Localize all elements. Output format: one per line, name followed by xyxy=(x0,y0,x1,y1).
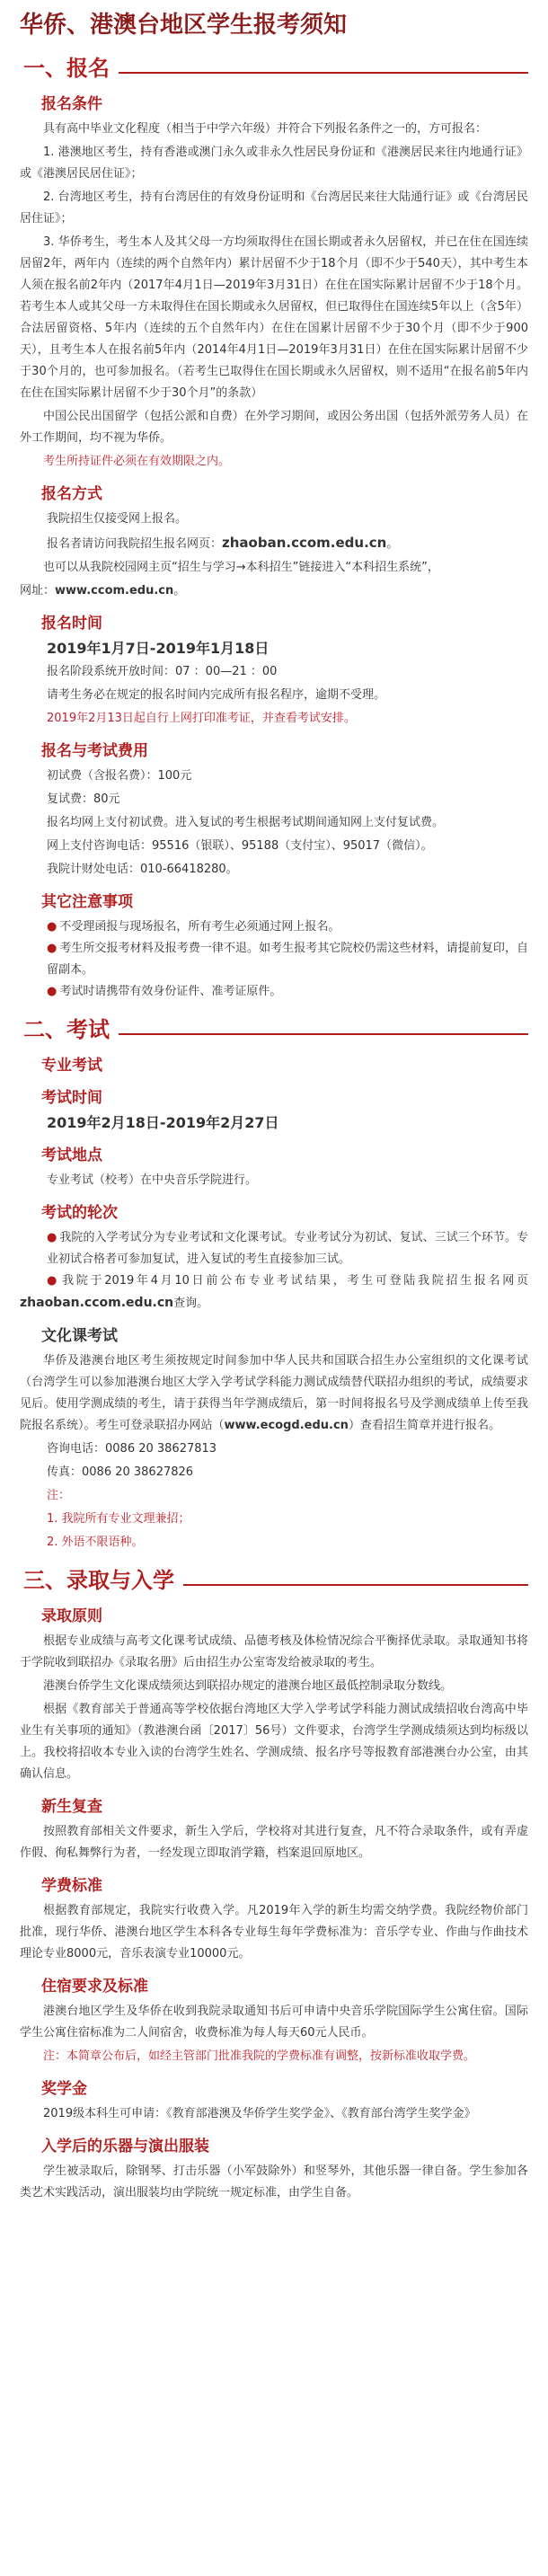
page-title: 华侨、港澳台地区学生报考须知 xyxy=(20,12,348,39)
section-heading: 二、考试 xyxy=(23,1017,110,1042)
section-heading: 三、录取与入学 xyxy=(23,1568,174,1593)
text: 。 xyxy=(173,584,186,598)
section-exam xyxy=(23,1015,528,1044)
red-note: 2019年2月13日起自行上网打印准考证，并查看考试安排。 xyxy=(47,712,356,725)
section-heading: 一、报名 xyxy=(23,56,110,81)
paragraph: 我院计财处电话：010-66418280。 xyxy=(47,863,238,876)
paragraph: 2. 台湾地区考生，持有台湾居住的有效身份证明和《台湾居民来往大陆通行证》或《台湾居民居住证》； xyxy=(20,190,528,226)
heading-recheck: 新生复查 xyxy=(41,1798,102,1816)
heading-principle: 录取原则 xyxy=(41,1607,102,1625)
paragraph: 3. 华侨考生，考生本人及其父母一方均须取得住在国长期或者永久居留权，并已在住在国连续居留2年，两年内（连续的两个自然年内）累计居留不少于18个月（即不少于540天），其中考生本人须在报名前2年内（2017年4月1日—2019年3月31日）在住在国实际累计居留不少于18个月。若考生本人或其父母一方未取得住在国长期或永久居留权，但已取得住在国连续5年以上（含5年）合法居留资格、5年内（连续的五个自然年内）在住在国累计居留不少于30个月（即不少于900天），且考生本人在报名前5年内（2014年4月1日—2019年3月31日）在住在国实际累计居留不少于30个月的，也可参加报名。（若考生已取得住在国长期或永久居留权，则不适用“在报名前5年内在住在国实际累计居留不少于30个月”的条款） xyxy=(20,235,528,400)
paragraph xyxy=(20,580,528,602)
reg-date-range: 2019年1月7日-2019年1月18日 xyxy=(47,640,270,657)
heading-exam-rounds: 考试的轮次 xyxy=(41,1204,118,1222)
heading-fees: 报名与考试费用 xyxy=(41,742,148,760)
paragraph: 请考生务必在规定的报名时间内完成所有报名程序，逾期不受理。 xyxy=(47,688,386,702)
heading-culture-exam: 文化课考试 xyxy=(41,1327,118,1345)
red-note: 2. 外语不限语种。 xyxy=(47,1536,144,1549)
paragraph: 网上支付咨询电话：95516（银联）、95188（支付宝）、95017（微信）。 xyxy=(47,839,433,853)
heading-dorm: 住宿要求及标准 xyxy=(41,1978,148,1996)
text: 考生所交报考材料及报考费一律不退。如考生报考其它院校仍需这些材料，请提前复印，自留副本。 xyxy=(47,942,528,977)
paragraph: 1. 港澳地区考生，持有香港或澳门永久或非永久性居民身份证和《港澳居民来往内地通行证》或《港澳居民居住证》； xyxy=(20,146,528,181)
text: 查询。 xyxy=(173,1297,209,1310)
paragraph: 根据教育部规定，我院实行收费入学。凡2019年入学的新生均需交纳学费。我院经物价部门批准，现行华侨、港澳台地区学生本科各专业每生每年学费标准为：音乐学专业、作曲与作曲技术理论专业8000元，音乐表演专业10000元。 xyxy=(20,1904,528,1961)
section-divider xyxy=(183,1584,528,1586)
section-admission xyxy=(23,1566,528,1595)
list-item xyxy=(20,981,528,1003)
result-link[interactable]: zhaoban.ccom.edu.cn xyxy=(20,1296,174,1310)
list-item xyxy=(20,916,528,938)
section-divider xyxy=(119,1033,528,1035)
text: 网址： xyxy=(20,584,56,598)
text: 我院于2019年4月10日前公布专业考试结果，考生可登陆我院招生报名网页 xyxy=(62,1274,528,1288)
paragraph: 根据《教育部关于普通高等学校依据台湾地区大学入学考试学科能力测试成绩招收台湾高中毕业生有关事项的通知》（教港澳台函〔2017〕56号）文件要求，台湾学生学测成绩须达到均标级以上。我校将招收本专业入读的台湾学生姓名、学测成绩、报名序号等报教育部港澳台办公室，由其确认信息。 xyxy=(20,1703,528,1781)
heading-reg-time: 报名时间 xyxy=(41,615,102,633)
paragraph: 根据专业成绩与高考文化课考试成绩、品德考核及体检情况综合平衡择优录取。录取通知书将于学院收到联招办《录取名册》后由招生办公室寄发给被录取的考生。 xyxy=(20,1634,528,1669)
text: 报名者请访问我院招生报名网页： xyxy=(47,537,223,551)
heading-scholarship: 奖学金 xyxy=(41,2080,87,2098)
bullet-icon: ● xyxy=(47,1274,60,1288)
heading-exam-place: 考试地点 xyxy=(41,1146,102,1164)
registration-link[interactable]: zhaoban.ccom.edu.cn xyxy=(222,535,387,551)
heading-instruments: 入学后的乐器与演出服装 xyxy=(41,2138,209,2156)
consult-phone: 咨询电话：0086 20 38627813 xyxy=(47,1442,217,1456)
bullet-icon: ● xyxy=(47,920,57,934)
section-registration xyxy=(23,54,528,83)
text: 我院的入学考试分为专业考试和文化课考试。专业考试分为初试、复试、三试三个环节。专业初试合格者可参加复试，进入复试的考生直接参加三试。 xyxy=(47,1231,528,1266)
heading-conditions: 报名条件 xyxy=(41,95,102,113)
heading-method: 报名方式 xyxy=(41,485,102,503)
red-note: 注： xyxy=(47,1489,71,1502)
text: ）查看招生简章并进行报名。 xyxy=(348,1419,500,1432)
paragraph: 初试费（含报名费）：100元 xyxy=(47,769,192,783)
paragraph: 港澳台地区学生及华侨在收到我院录取通知书后可申请中央音乐学院国际学生公寓住宿。国际学生公寓住宿标准为二人间宿舍，收费标准为每人每天60元人民币。 xyxy=(20,2005,528,2040)
heading-tuition: 学费标准 xyxy=(41,1877,102,1895)
text: 不受理函报与现场报名，所有考生必须通过网上报名。 xyxy=(59,920,340,934)
text: 华侨及港澳台地区考生须按规定时间参加中华人民共和国联合招生办公室组织的文化课考试（台湾学生可以参加港澳台地区大学入学考试学科能力测试成绩替代联招办组织的考试，成绩要求见后。使用学测成绩的考生，请于获得当年学测成绩后，第一时间将报名号及学测成绩单上传至我院报名系统）。考生可登录联招办网站（ xyxy=(20,1354,528,1432)
section-divider xyxy=(119,72,528,74)
bullet-icon: ● xyxy=(47,942,57,955)
paragraph: 按照教育部相关文件要求，新生入学后，学校将对其进行复查，凡不符合录取条件，或有弄虚作假、徇私舞弊行为者，一经发现立即取消学籍，档案退回原地区。 xyxy=(20,1825,528,1860)
paragraph: 专业考试（校考）在中央音乐学院进行。 xyxy=(47,1173,258,1187)
website-link[interactable]: www.ccom.edu.cn xyxy=(55,584,174,598)
ecogd-link[interactable]: www.ecogd.edu.cn xyxy=(224,1419,349,1432)
text: 考试时请携带有效身份证件、准考证原件。 xyxy=(59,985,282,998)
paragraph: 港澳台侨学生文化课成绩须达到联招办规定的港澳台地区最低控制录取分数线。 xyxy=(43,1679,453,1693)
text: 。 xyxy=(386,537,399,551)
paragraph: 报名阶段系统开放时间：07 ：00—21 ：00 xyxy=(47,665,278,678)
bullet-icon: ● xyxy=(47,985,57,998)
heading-exam-time: 考试时间 xyxy=(41,1089,102,1107)
paragraph: 学生被录取后，除钢琴、打击乐器（小军鼓除外）和竖琴外，其他乐器一律自备。学生参加各类艺术实践活动，演出服装均由学院统一规定标准，由学生自备。 xyxy=(20,2164,528,2200)
paragraph: 中国公民出国留学（包括公派和自费）在外学习期间，或因公务出国（包括外派劳务人员）在外工作期间，均不视为华侨。 xyxy=(20,410,528,445)
list-item xyxy=(20,1227,528,1270)
paragraph: 2019级本科生可申请：《教育部港澳及华侨学生奖学金》、《教育部台湾学生奖学金》 xyxy=(43,2107,476,2120)
red-note: 考生所持证件必须在有效期限之内。 xyxy=(43,455,231,468)
paragraph xyxy=(20,532,528,555)
heading-major-exam: 专业考试 xyxy=(41,1057,102,1075)
list-item xyxy=(20,938,528,981)
exam-date-range: 2019年2月18日-2019年2月27日 xyxy=(47,1114,279,1131)
bullet-icon: ● xyxy=(47,1231,57,1244)
heading-notes: 其它注意事项 xyxy=(41,893,133,911)
paragraph xyxy=(20,1350,528,1437)
paragraph: 具有高中毕业文化程度（相当于中学六年级）并符合下列报名条件之一的，方可报名： xyxy=(43,122,488,136)
paragraph: 我院招生仅接受网上报名。 xyxy=(47,512,188,526)
fax: 传真：0086 20 38627826 xyxy=(47,1465,194,1479)
paragraph: 也可以从我院校园网主页“招生与学习→本科招生”链接进入“本科招生系统”， xyxy=(43,561,439,574)
red-note: 注：本简章公布后，如经主管部门批准我院的学费标准有调整，按新标准收取学费。 xyxy=(43,2049,476,2063)
paragraph: 复试费：80元 xyxy=(47,792,120,806)
paragraph: 报名均网上支付初试费。进入复试的考生根据考试期间通知网上支付复试费。 xyxy=(47,816,445,829)
list-item xyxy=(20,1270,528,1315)
red-note: 1. 我院所有专业文理兼招； xyxy=(47,1512,190,1526)
